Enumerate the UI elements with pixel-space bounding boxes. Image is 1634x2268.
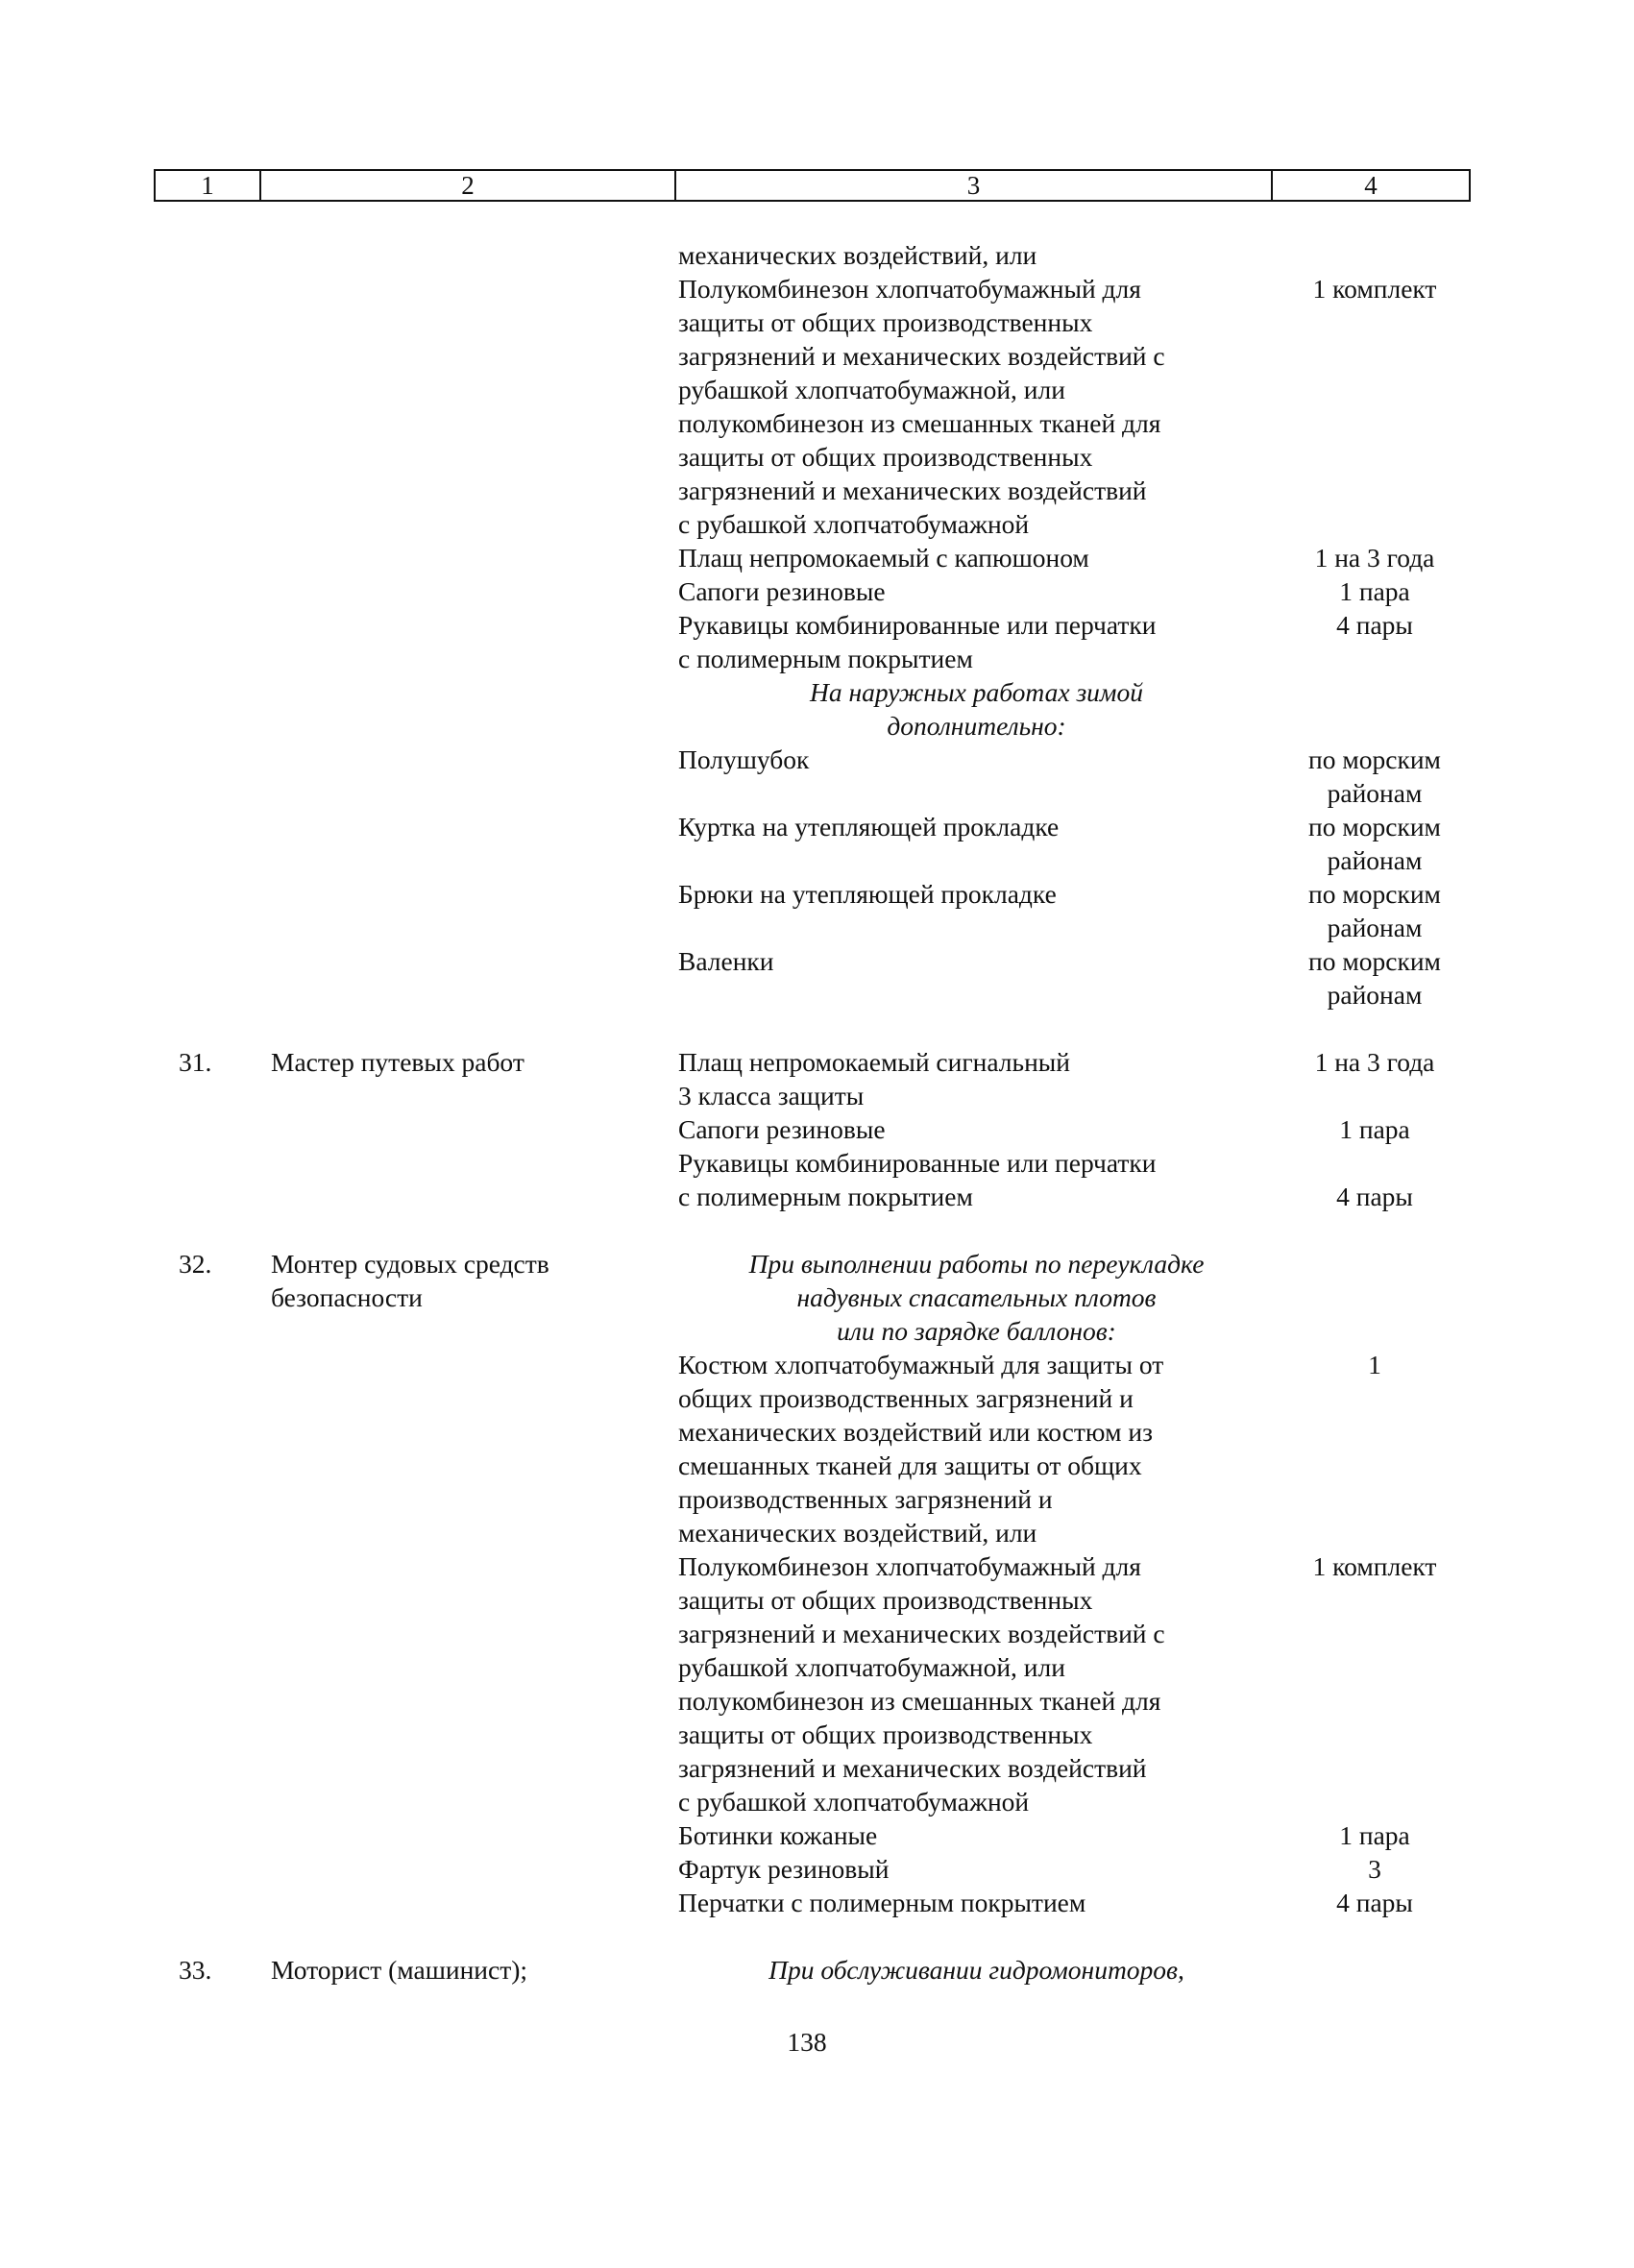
item-line: Сапоги резиновые	[678, 1114, 886, 1144]
item-line: Фартук резиновый	[678, 1854, 890, 1884]
item-line: Плащ непромокаемый сигнальный	[678, 1047, 1070, 1077]
item-line: рубашкой хлопчатобумажной, или	[678, 375, 1065, 404]
item-line: с полимерным покрытием	[678, 1182, 973, 1211]
norm-line: 1	[1368, 1350, 1381, 1379]
condition-line: При обслуживании гидромониторов,	[768, 1955, 1184, 1985]
item-line: с полимерным покрытием	[678, 644, 973, 673]
norm-line: по морским	[1308, 812, 1441, 841]
item-line: Плащ непромокаемый с капюшоном	[678, 543, 1089, 573]
header-col-3: 3	[676, 171, 1273, 200]
norm-line: районам	[1327, 913, 1423, 942]
row-number: 31.	[179, 1047, 212, 1077]
item-line: механических воздействий, или	[678, 240, 1037, 270]
norm-line: 1 пара	[1339, 1820, 1410, 1850]
item-line: Перчатки с полимерным покрытием	[678, 1888, 1086, 1917]
item-line: загрязнений и механических воздействий	[678, 1753, 1147, 1783]
job-title: Моторист (машинист);	[271, 1955, 528, 1985]
job-title: безопасности	[271, 1282, 423, 1312]
condition-line: или по зарядке баллонов:	[837, 1316, 1116, 1346]
condition-line: надувных спасательных плотов	[796, 1282, 1157, 1312]
norm-line: 1 комплект	[1312, 274, 1437, 304]
table-header	[154, 169, 1471, 202]
condition-line: При выполнении работы по переукладке	[748, 1249, 1205, 1279]
norm-line: районам	[1327, 845, 1423, 875]
item-line: защиты от общих производственных	[678, 1585, 1093, 1615]
norm-line: по морским	[1308, 744, 1441, 774]
item-line: Рукавицы комбинированные или перчатки	[678, 610, 1157, 640]
item-line: полукомбинезон из смешанных тканей для	[678, 1686, 1161, 1716]
norm-line: 4 пары	[1336, 610, 1413, 640]
item-line: Рукавицы комбинированные или перчатки	[678, 1148, 1157, 1178]
item-line: загрязнений и механических воздействий с	[678, 341, 1165, 371]
item-line: рубашкой хлопчатобумажной, или	[678, 1652, 1065, 1682]
item-line: Куртка на утепляющей прокладке	[678, 812, 1060, 841]
norm-line: 4 пары	[1336, 1888, 1413, 1917]
job-title: Мастер путевых работ	[271, 1047, 524, 1077]
norm-line: по морским	[1308, 879, 1441, 909]
item-line: Валенки	[678, 946, 774, 976]
page-number: 138	[787, 2027, 827, 2057]
item-line: полукомбинезон из смешанных тканей для	[678, 408, 1161, 438]
norm-line: по морским	[1308, 946, 1441, 976]
item-line: смешанных тканей для защиты от общих	[678, 1451, 1142, 1480]
norm-line: районам	[1327, 980, 1423, 1010]
header-col-1: 1	[156, 171, 261, 200]
item-line: Полукомбинезон хлопчатобумажный для	[678, 274, 1141, 304]
item-line: защиты от общих производственных	[678, 307, 1093, 337]
job-title: Монтер судовых средств	[271, 1249, 549, 1279]
norm-line: районам	[1327, 778, 1423, 808]
row-number: 32.	[179, 1249, 212, 1279]
item-line: механических воздействий или костюм из	[678, 1417, 1153, 1447]
norm-line: 1 комплект	[1312, 1551, 1437, 1581]
item-line: Сапоги резиновые	[678, 576, 886, 606]
item-line: 3 класса защиты	[678, 1081, 865, 1110]
item-line: производственных загрязнений и	[678, 1484, 1053, 1514]
header-col-4: 4	[1364, 171, 1378, 200]
condition-line: дополнительно:	[887, 711, 1066, 741]
norm-line: 1 пара	[1339, 576, 1410, 606]
norm-line: 1 на 3 года	[1314, 543, 1435, 573]
item-line: загрязнений и механических воздействий	[678, 476, 1147, 505]
item-line: с рубашкой хлопчатобумажной	[678, 509, 1030, 539]
item-line: Ботинки кожаные	[678, 1820, 878, 1850]
condition-line: На наружных работах зимой	[810, 677, 1143, 707]
item-line: загрязнений и механических воздействий с	[678, 1619, 1165, 1648]
norm-line: 1 на 3 года	[1314, 1047, 1435, 1077]
norm-line: 3	[1368, 1854, 1381, 1884]
header-col-2: 2	[261, 171, 676, 200]
item-line: Костюм хлопчатобумажный для защиты от	[678, 1350, 1164, 1379]
norm-line: 4 пары	[1336, 1182, 1413, 1211]
item-line: Брюки на утепляющей прокладке	[678, 879, 1057, 909]
row-number: 33.	[179, 1955, 212, 1985]
item-line: с рубашкой хлопчатобумажной	[678, 1787, 1030, 1817]
item-line: общих производственных загрязнений и	[678, 1383, 1134, 1413]
norm-line: 1 пара	[1339, 1114, 1410, 1144]
item-line: защиты от общих производственных	[678, 442, 1093, 472]
item-line: механических воздействий, или	[678, 1518, 1037, 1548]
item-line: Полукомбинезон хлопчатобумажный для	[678, 1551, 1141, 1581]
item-line: Полушубок	[678, 744, 810, 774]
item-line: защиты от общих производственных	[678, 1719, 1093, 1749]
